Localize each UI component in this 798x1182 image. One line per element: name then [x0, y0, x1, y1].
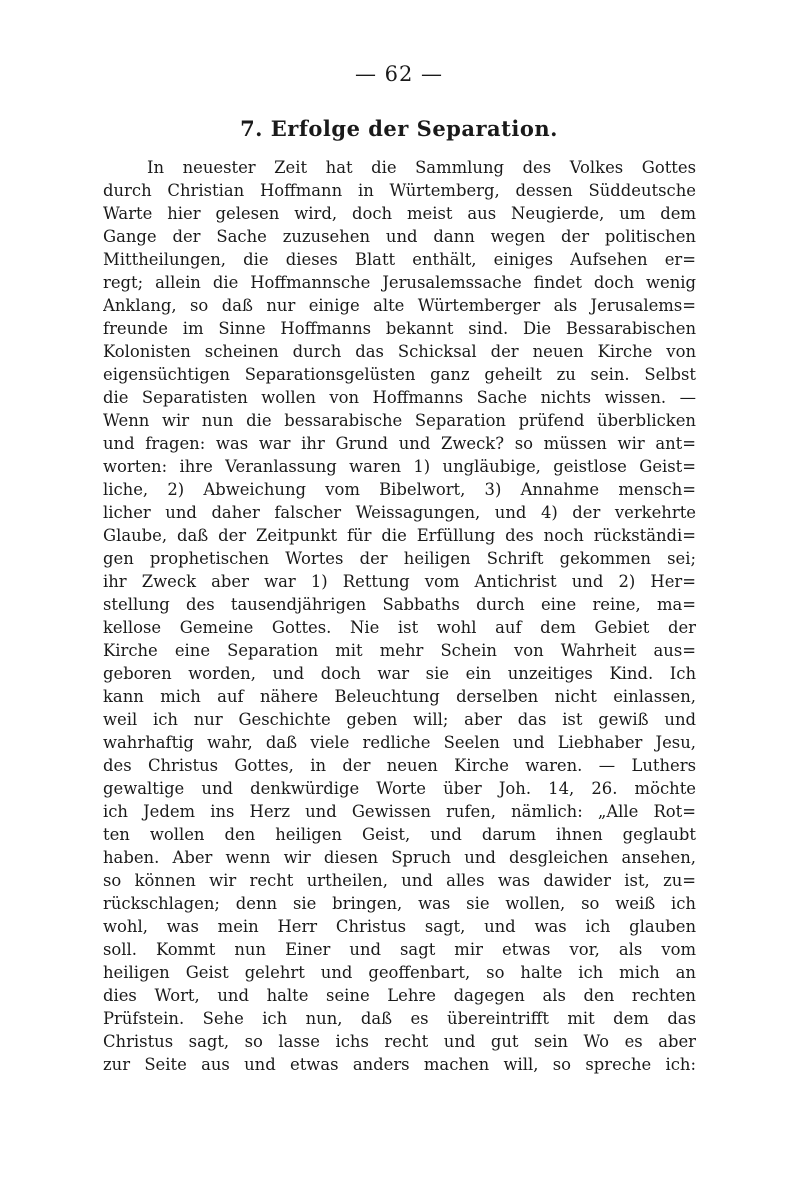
text-line: die Separatisten wollen von Hoffmanns Sache nichts wissen. — [103, 388, 696, 407]
text-line: ten wollen den heiligen Geist, und darum ihnen geglaubt [103, 825, 696, 844]
text-line: gewaltige und denkwürdige Worte über Joh. 14, 26. möchte [103, 779, 696, 798]
text-line: des Christus Gottes, in der neuen Kirche waren. — Luthers [103, 756, 696, 775]
page-number: — 62 — [354, 62, 444, 86]
text-line: stellung des tausendjährigen Sabbaths durch eine reine, ma= [103, 595, 696, 614]
text-line: haben. Aber wenn wir diesen Spruch und desgleichen ansehen, [103, 848, 696, 867]
text-line: rückschlagen; denn sie bringen, was sie wollen, so weiß ich [103, 894, 696, 913]
text-line: liche, 2) Abweichung vom Bibelwort, 3) Annahme mensch= [103, 480, 696, 499]
text-line: ihr Zweck aber war 1) Rettung vom Antichrist und 2) Her= [103, 572, 696, 591]
text-line: regt; allein die Hoffmannsche Jerusalemssache findet doch wenig [103, 273, 696, 292]
body-text [103, 156, 696, 1076]
text-line: licher und daher falscher Weissagungen, und 4) der verkehrte [103, 503, 696, 522]
text-line: Christus sagt, so lasse ichs recht und gut sein Wo es aber [103, 1032, 696, 1051]
text-line: Warte hier gelesen wird, doch meist aus Neugierde, um dem [103, 204, 696, 223]
text-line: ich Jedem ins Herz und Gewissen rufen, nämlich: „Alle Rot= [103, 802, 696, 821]
text-line: durch Christian Hoffmann in Würtemberg, dessen Süddeutsche [103, 181, 696, 200]
text-line: In neuester Zeit hat die Sammlung des Volkes Gottes [147, 158, 696, 177]
text-line: wahrhaftig wahr, daß viele redliche Seelen und Liebhaber Jesu, [103, 733, 696, 752]
text-line: geboren worden, und doch war sie ein unzeitiges Kind. Ich [103, 664, 696, 683]
text-line: Wenn wir nun die bessarabische Separation prüfend überblicken [103, 411, 696, 430]
text-line: wohl, was mein Herr Christus sagt, und was ich glauben [103, 917, 696, 936]
text-line: Gange der Sache zuzusehen und dann wegen der politischen [103, 227, 696, 246]
text-line: und fragen: was war ihr Grund und Zweck? so müssen wir ant= [103, 434, 696, 453]
text-line: freunde im Sinne Hoffmanns bekannt sind. Die Bessarabischen [103, 319, 696, 338]
text-line: soll. Kommt nun Einer und sagt mir etwas vor, als vom [103, 940, 696, 959]
text-line: Glaube, daß der Zeitpunkt für die Erfüllung des noch rückständi= [103, 526, 696, 545]
text-line: so können wir recht urtheilen, und alles was dawider ist, zu= [103, 871, 696, 890]
text-line: dies Wort, und halte seine Lehre dagegen als den rechten [103, 986, 696, 1005]
text-line: Prüfstein. Sehe ich nun, daß es übereintrifft mit dem das [103, 1009, 696, 1028]
text-line: eigensüchtigen Separationsgelüsten ganz geheilt zu sein. Selbst [103, 365, 696, 384]
text-line: Anklang, so daß nur einige alte Würtemberger als Jerusalems= [103, 296, 696, 315]
text-line: Kolonisten scheinen durch das Schicksal der neuen Kirche von [103, 342, 696, 361]
text-line: gen prophetischen Wortes der heiligen Schrift gekommen sei; [103, 549, 696, 568]
text-line: kellose Gemeine Gottes. Nie ist wohl auf dem Gebiet der [103, 618, 696, 637]
section-heading: 7. Erfolge der Separation. [240, 116, 558, 141]
text-line: worten: ihre Veranlassung waren 1) ungläubige, geistlose Geist= [103, 457, 696, 476]
text-line: zur Seite aus und etwas anders machen will, so spreche ich: [103, 1055, 696, 1074]
text-line: weil ich nur Geschichte geben will; aber das ist gewiß und [103, 710, 696, 729]
text-line: Mittheilungen, die dieses Blatt enthält, einiges Aufsehen er= [103, 250, 696, 269]
text-line: kann mich auf nähere Beleuchtung derselben nicht einlassen, [103, 687, 696, 706]
text-line: Kirche eine Separation mit mehr Schein von Wahrheit aus= [103, 641, 696, 660]
text-line: heiligen Geist gelehrt und geoffenbart, so halte ich mich an [103, 963, 696, 982]
